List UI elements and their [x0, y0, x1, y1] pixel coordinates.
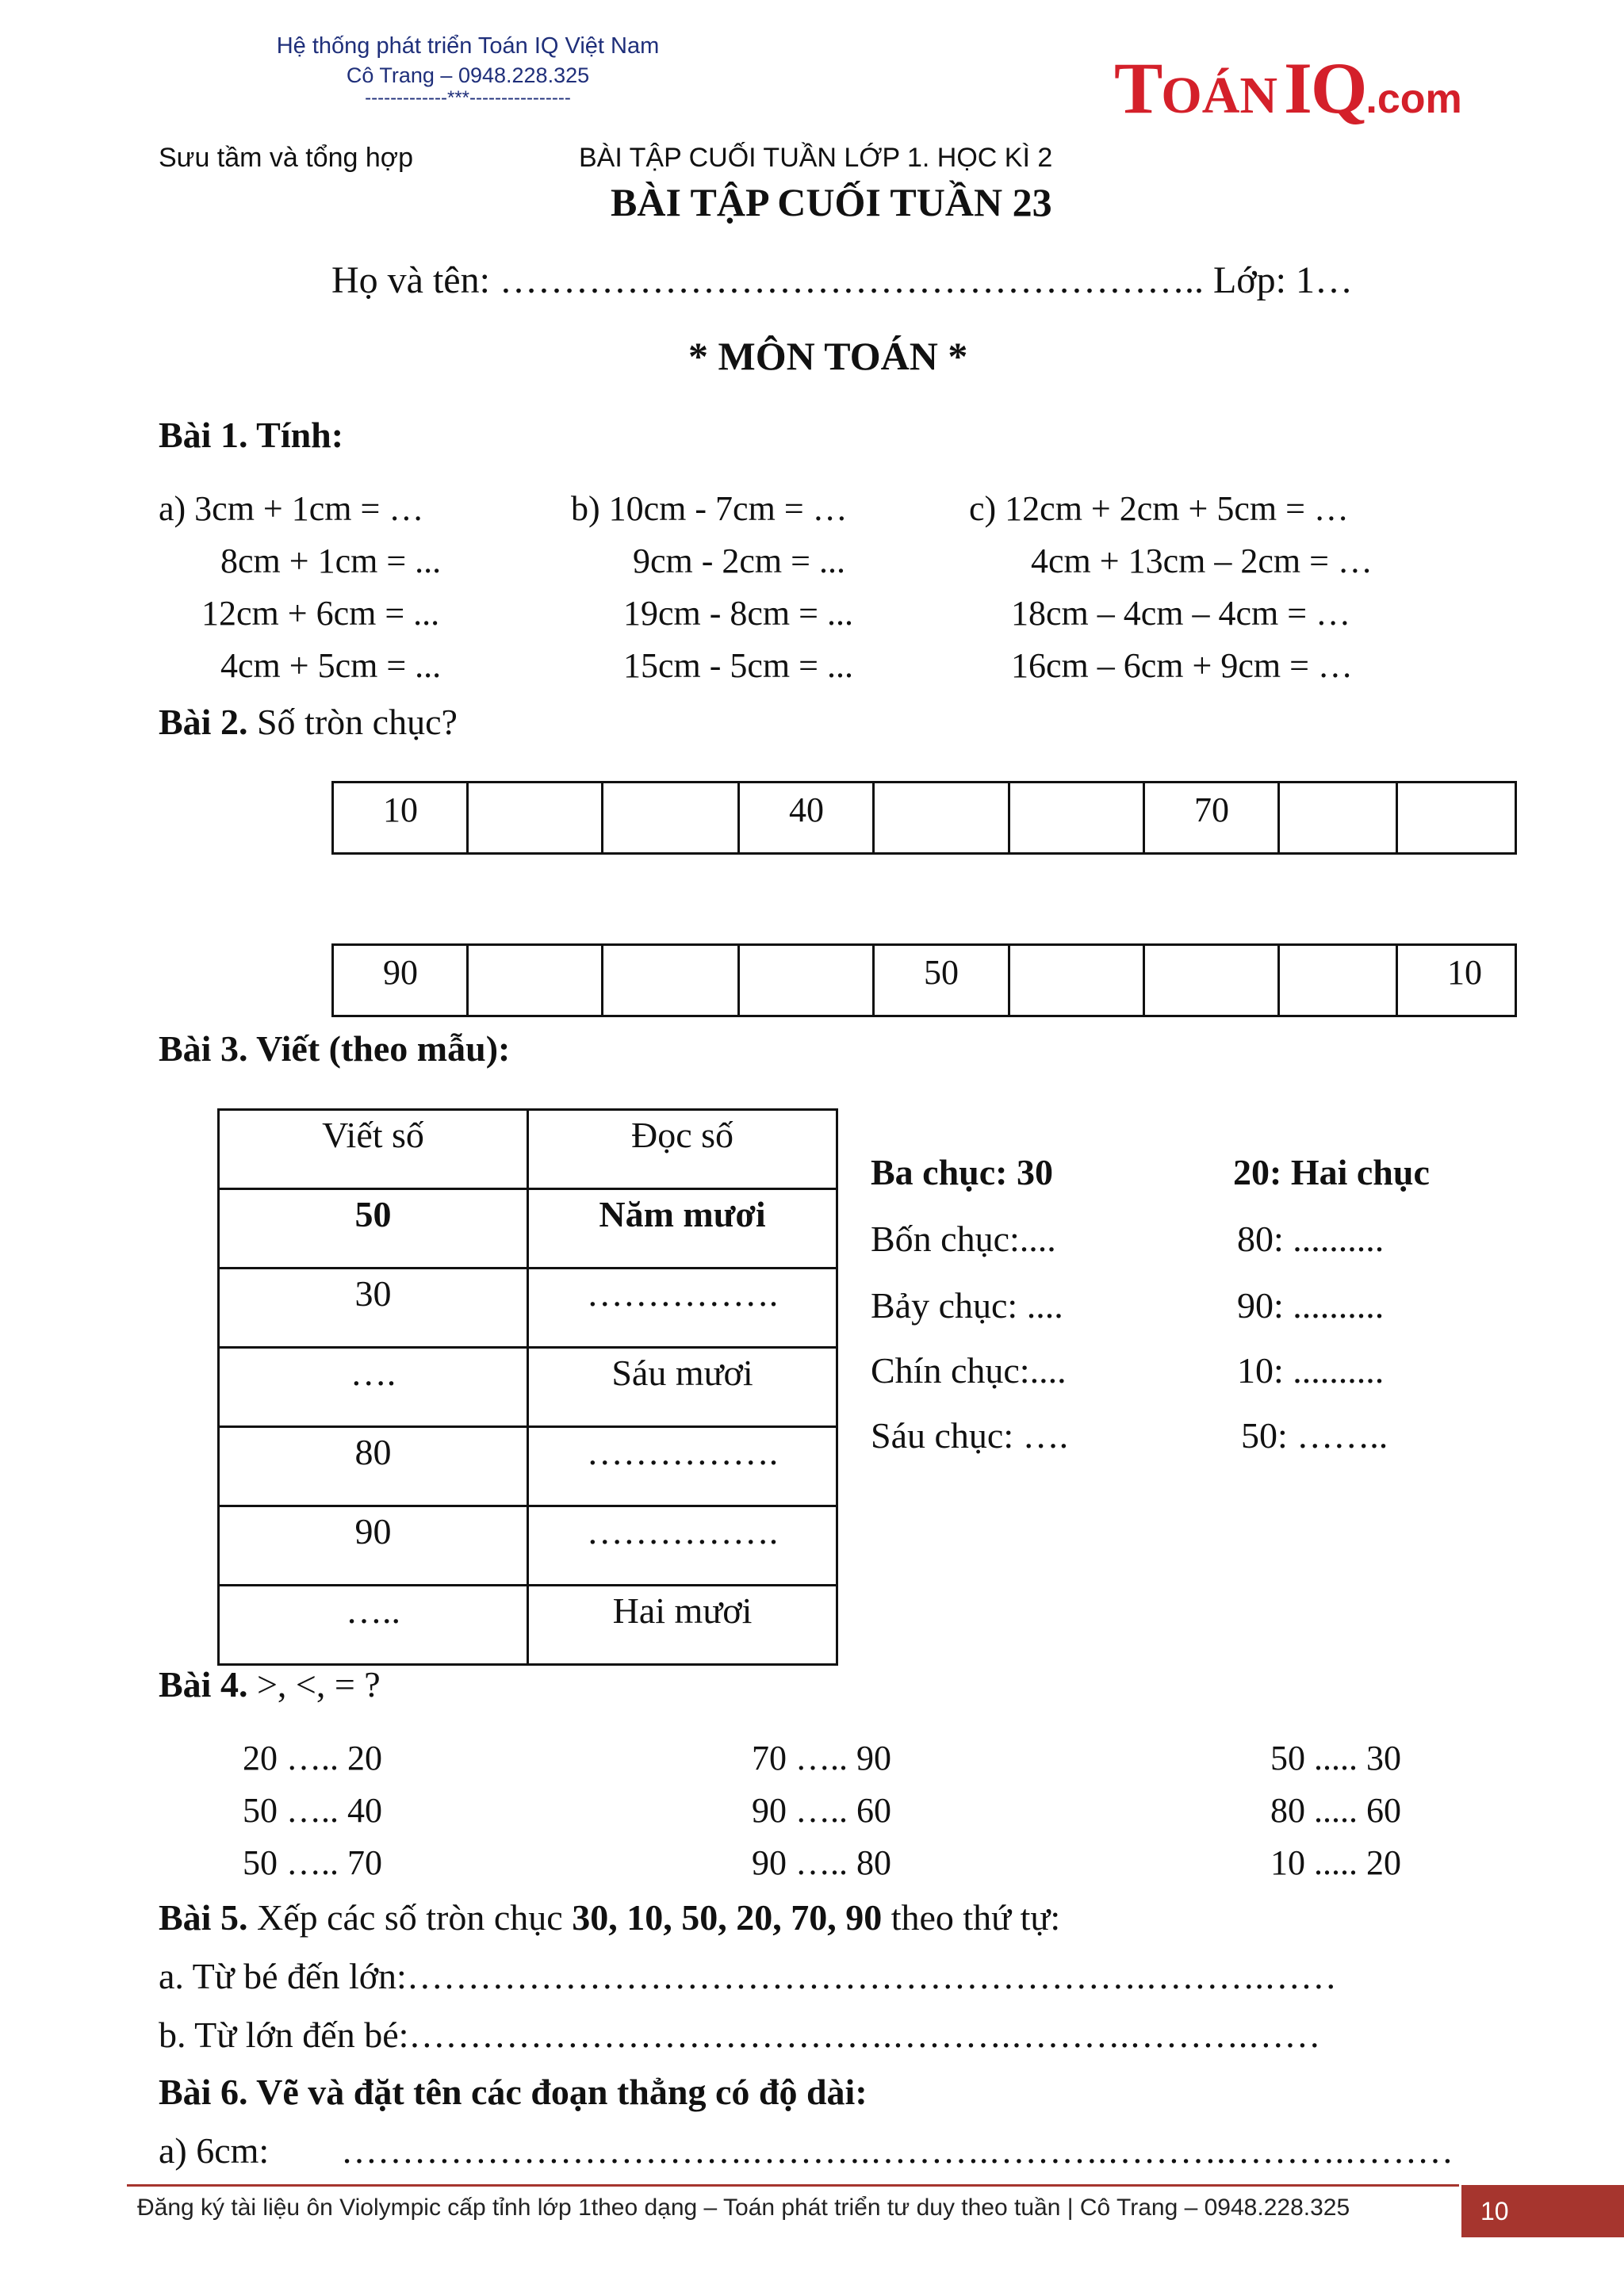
- header-org-name: Hệ thống phát triển Toán IQ Việt Nam: [276, 33, 660, 59]
- bai1-a-3: 12cm + 6cm = ...: [201, 594, 440, 633]
- bai6-item-a-label: a) 6cm:: [159, 2130, 270, 2171]
- bai1-a-1: a) 3cm + 1cm = …: [159, 489, 424, 528]
- bai1-heading: Bài 1. Tính:: [159, 415, 344, 455]
- bai3-right-item: 80: ..........: [1237, 1219, 1385, 1259]
- bai2-grid-2: [331, 943, 1517, 1017]
- bai3-sample-words: Năm mươi: [528, 1189, 837, 1269]
- bai1-a-4: 4cm + 5cm = ...: [220, 646, 442, 685]
- bai4-compare: 10 ..... 20: [1270, 1843, 1401, 1882]
- bai3-words-cell[interactable]: …………….: [528, 1506, 837, 1586]
- source-note: Sưu tầm và tổng hợp: [159, 143, 414, 173]
- bai3-header-write: Viết số: [219, 1110, 528, 1189]
- bai3-heading: Bài 3. Viết (theo mẫu):: [159, 1028, 511, 1069]
- bai4-heading: Bài 4. >, <, = ?: [159, 1664, 381, 1705]
- grid1-cell[interactable]: [1009, 783, 1144, 854]
- bai2-grid-1: [331, 781, 1517, 855]
- bai1-c-2: 4cm + 13cm – 2cm = …: [1031, 541, 1373, 580]
- bai3-words-cell[interactable]: Sáu mươi: [528, 1348, 837, 1427]
- grid1-cell[interactable]: [603, 783, 739, 854]
- bai3-words-cell[interactable]: …………….: [528, 1427, 837, 1506]
- bai3-left-item: Bốn chục:....: [871, 1219, 1056, 1259]
- bai3-right-item: 90: ..........: [1237, 1285, 1385, 1326]
- bai2-heading: Bài 2. Số tròn chục?: [159, 702, 458, 742]
- bai4-compare: 50 ….. 40: [243, 1791, 382, 1830]
- grid1-cell[interactable]: [874, 783, 1009, 854]
- grid1-cell[interactable]: 10: [333, 783, 468, 854]
- bai3-left-item: Bảy chục: ....: [871, 1285, 1063, 1326]
- bai3-number-cell[interactable]: 80: [219, 1427, 528, 1506]
- bai3-number-cell[interactable]: …..: [219, 1586, 528, 1665]
- bai1-b-3: 19cm - 8cm = ...: [623, 594, 853, 633]
- bai3-right-item: 10: ..........: [1237, 1350, 1385, 1391]
- subject-heading: * MÔN TOÁN *: [688, 334, 968, 378]
- footer-text: Đăng ký tài liệu ôn Violympic cấp tỉnh lớp 1theo dạng – Toán phát triển tư duy theo tuần | Cô Trang – 0948.228.325: [137, 2195, 1350, 2221]
- bai3-right-item: 50: ……..: [1241, 1415, 1388, 1456]
- bai3-number-cell[interactable]: 30: [219, 1269, 528, 1348]
- grid1-cell[interactable]: [1279, 783, 1397, 854]
- bai3-header-read: Đọc số: [528, 1110, 837, 1189]
- bai1-a-2: 8cm + 1cm = ...: [220, 541, 442, 580]
- grid2-cell[interactable]: [1144, 945, 1279, 1016]
- footer-divider: [127, 2184, 1459, 2187]
- header-contact: Cô Trang – 0948.228.325: [346, 63, 590, 87]
- bai3-number-cell[interactable]: ….: [219, 1348, 528, 1427]
- bai1-c-4: 16cm – 6cm + 9cm = …: [1011, 646, 1353, 685]
- grid2-cell[interactable]: 10: [1397, 945, 1516, 1016]
- bai5-line-b[interactable]: b. Từ lớn đến bé:………………………………….……….……….……….……: [159, 2015, 1321, 2055]
- grid1-cell[interactable]: 70: [1144, 783, 1279, 854]
- bai3-words-cell[interactable]: …………….: [528, 1269, 837, 1348]
- bai3-left-item: Sáu chục: ….: [871, 1415, 1069, 1456]
- bai4-compare: 90 ….. 60: [752, 1791, 891, 1830]
- grid2-cell[interactable]: [468, 945, 603, 1016]
- grid2-cell[interactable]: 90: [333, 945, 468, 1016]
- bai4-compare: 90 ….. 80: [752, 1843, 891, 1882]
- grid2-cell[interactable]: [603, 945, 739, 1016]
- bai1-b-1: b) 10cm - 7cm = …: [571, 489, 848, 528]
- bai4-compare: 70 ….. 90: [752, 1739, 891, 1777]
- name-class-line: Họ và tên: ……………………………………………….. Lớp: 1…: [331, 259, 1353, 301]
- page-number: 10: [1461, 2185, 1624, 2237]
- grid1-cell[interactable]: 40: [739, 783, 874, 854]
- bai1-b-4: 15cm - 5cm = ...: [623, 646, 853, 685]
- bai3-example-right: 20: Hai chục: [1233, 1152, 1430, 1192]
- bai3-sample-number: 50: [219, 1189, 528, 1269]
- grid1-cell[interactable]: [468, 783, 603, 854]
- bai6-item-a-line[interactable]: …………………………….……….……….……….……….……….………: [341, 2130, 1454, 2171]
- grid1-cell[interactable]: [1397, 783, 1516, 854]
- bai4-compare: 50 ..... 30: [1270, 1739, 1401, 1777]
- bai1-c-1: c) 12cm + 2cm + 5cm = …: [969, 489, 1349, 528]
- bai4-compare: 20 ….. 20: [243, 1739, 382, 1777]
- header-separator: -------------***----------------: [365, 87, 571, 109]
- grid2-cell[interactable]: [739, 945, 874, 1016]
- bai5-line-a[interactable]: a. Từ bé đến lớn:…………………………………………………….……….……: [159, 1956, 1337, 1996]
- bai3-example-left: Ba chục: 30: [871, 1152, 1053, 1192]
- page-title: BÀI TẬP CUỐI TUẦN 23: [611, 180, 1052, 224]
- bai4-compare: 80 ..... 60: [1270, 1791, 1401, 1830]
- bai3-words-cell[interactable]: Hai mươi: [528, 1586, 837, 1665]
- bai5-heading: Bài 5. Xếp các số tròn chục 30, 10, 50, 20, 70, 90 theo thứ tự:: [159, 1897, 1061, 1938]
- worksheet-series: BÀI TẬP CUỐI TUẦN LỚP 1. HỌC KÌ 2: [579, 143, 1053, 173]
- grid2-cell[interactable]: [1279, 945, 1397, 1016]
- toan-iq-logo: TOÁNIQ.com: [1114, 48, 1462, 128]
- bai3-number-cell[interactable]: 90: [219, 1506, 528, 1586]
- bai1-c-3: 18cm – 4cm – 4cm = …: [1011, 594, 1351, 633]
- bai3-table: [217, 1108, 838, 1666]
- bai6-heading: Bài 6. Vẽ và đặt tên các đoạn thẳng có độ dài:: [159, 2072, 868, 2112]
- bai3-left-item: Chín chục:....: [871, 1350, 1067, 1391]
- grid2-cell[interactable]: 50: [874, 945, 1009, 1016]
- bai1-b-2: 9cm - 2cm = ...: [633, 541, 845, 580]
- grid2-cell[interactable]: [1009, 945, 1144, 1016]
- bai4-compare: 50 ….. 70: [243, 1843, 382, 1882]
